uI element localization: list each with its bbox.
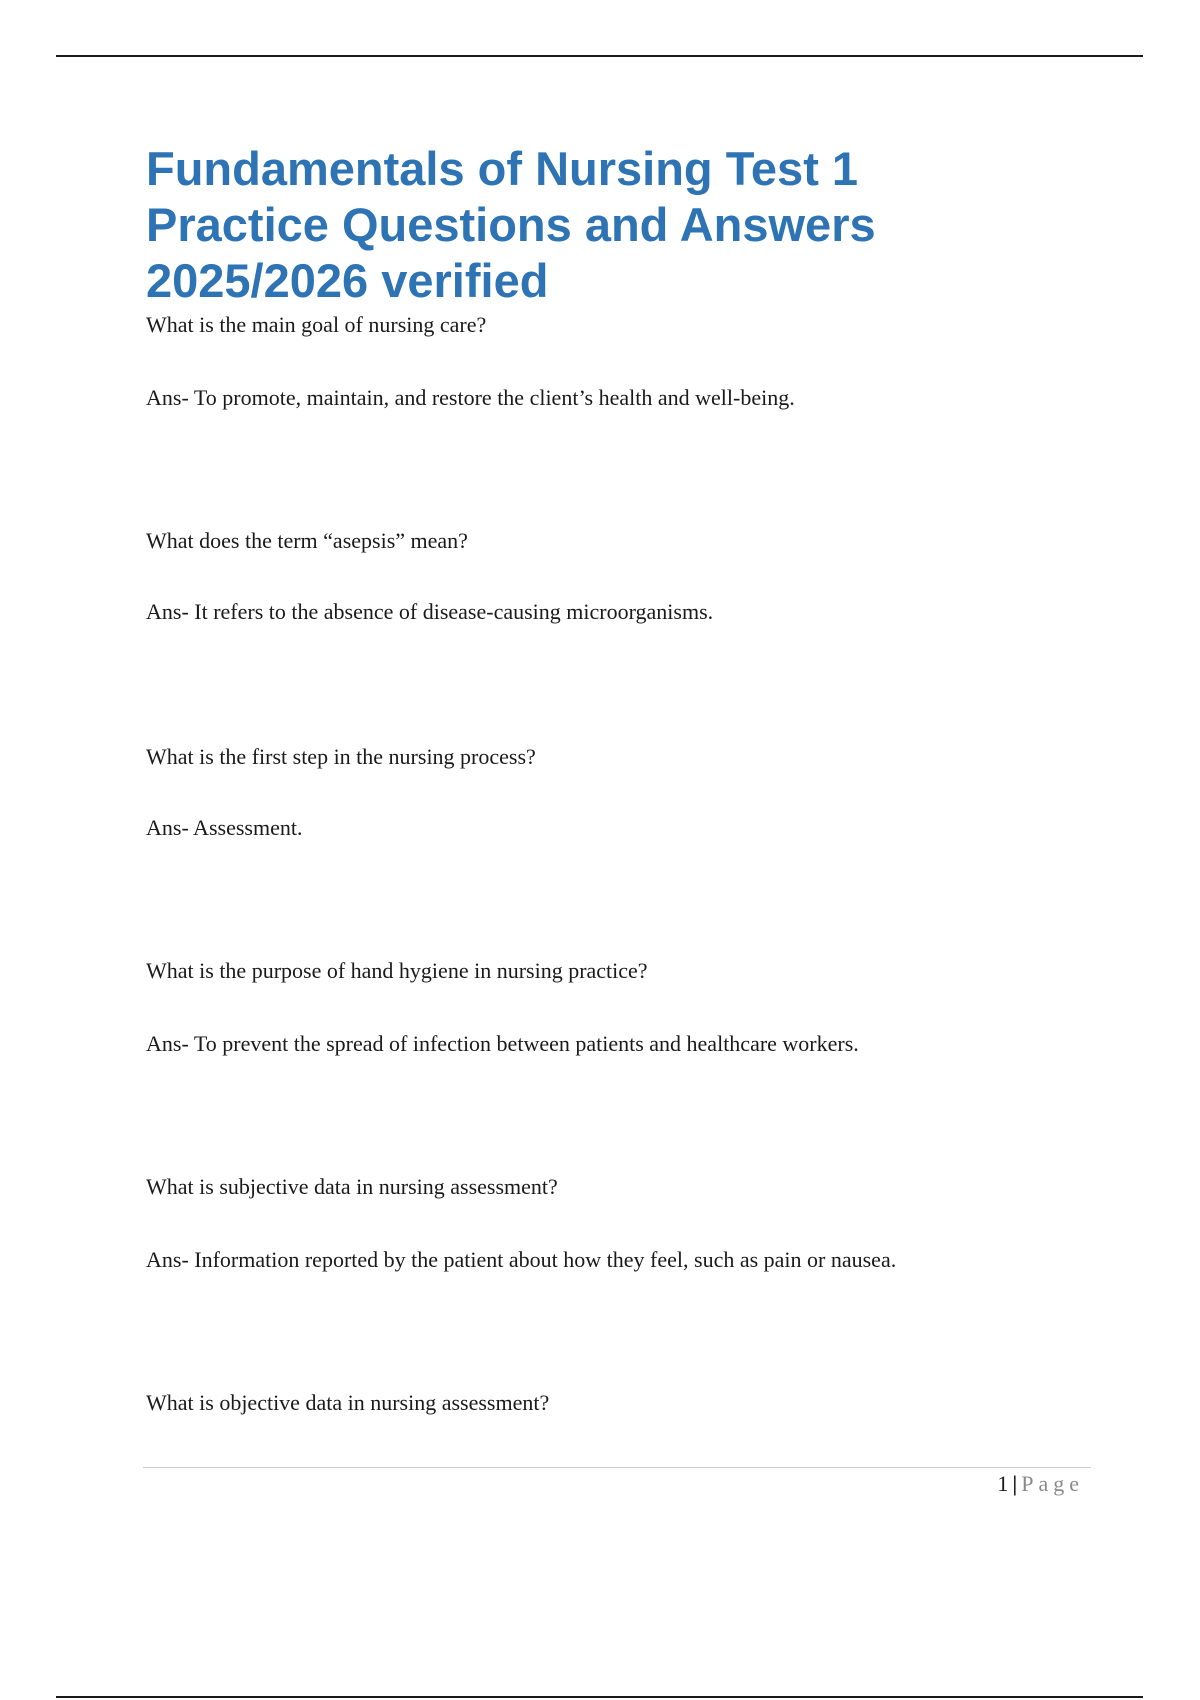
question-1: What is the main goal of nursing care? <box>146 312 487 337</box>
footer-rule <box>143 1467 1091 1468</box>
question-3: What is the first step in the nursing process? <box>146 744 536 769</box>
page-label: Page <box>1021 1471 1084 1496</box>
question-5: What is subjective data in nursing assessment? <box>146 1174 558 1199</box>
answer-2: Ans- It refers to the absence of disease-causing microorganisms. <box>146 599 714 624</box>
top-rule <box>56 55 1143 57</box>
page-separator: | <box>1012 1471 1018 1496</box>
document-title: Fundamentals of Nursing Test 1 Practice Questions and Answers 2025/2026 verified <box>146 142 876 307</box>
answer-1: Ans- To promote, maintain, and restore the client’s health and well-being. <box>146 385 795 410</box>
answer-5: Ans- Information reported by the patient about how they feel, such as pain or nausea. <box>146 1247 897 1272</box>
page-footer <box>997 1470 1084 1498</box>
question-4: What is the purpose of hand hygiene in nursing practice? <box>146 958 648 983</box>
answer-3: Ans- Assessment. <box>146 815 303 840</box>
question-2: What does the term “asepsis” mean? <box>146 528 468 553</box>
bottom-rule <box>56 1696 1143 1698</box>
answer-4: Ans- To prevent the spread of infection between patients and healthcare workers. <box>146 1031 859 1056</box>
page-number: 1 <box>997 1471 1009 1496</box>
question-6: What is objective data in nursing assessment? <box>146 1390 550 1415</box>
